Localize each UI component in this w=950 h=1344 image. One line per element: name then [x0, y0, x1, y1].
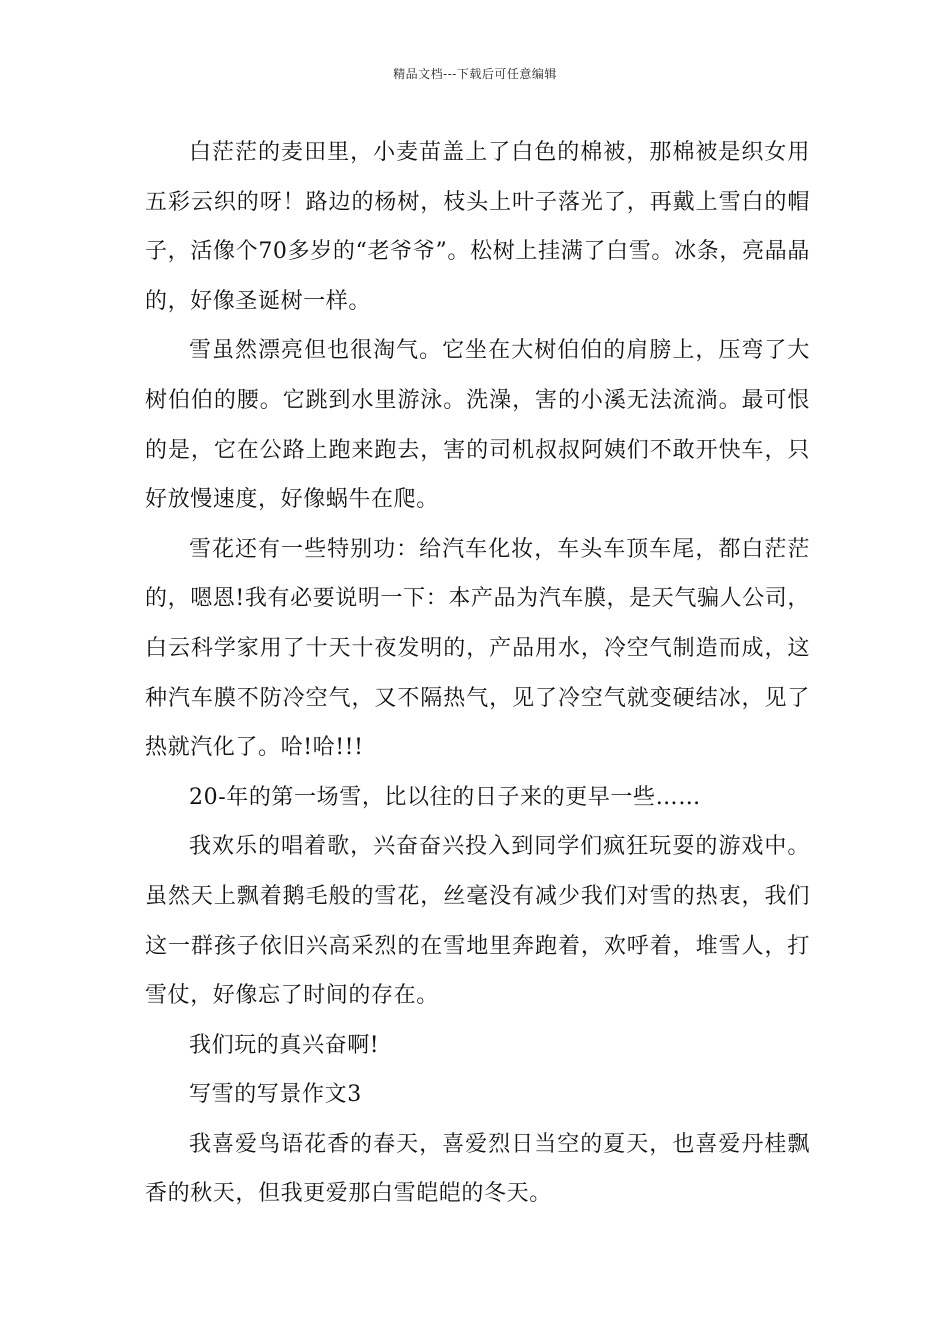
paragraph-naughty-snow: 雪虽然漂亮但也很淘气。它坐在大树伯伯的肩膀上，压弯了大树伯伯的腰。它跳到水里游泳。洗澡，害的小溪无法流淌。最可恨的是，它在公路上跑来跑去，害的司机叔叔阿姨们不敢开快车，只好放慢速度，好像蜗牛在爬。: [145, 338, 810, 513]
paragraph-wheat-field: 白茫茫的麦田里，小麦苗盖上了白色的棉被，那棉被是织女用五彩云织的呀！路边的杨树，枝头上叶子落光了，再戴上雪白的帽子，活像个70多岁的“老爷爷”。松树上挂满了白雪。冰条，亮晶晶的，好像圣诞树一样。: [145, 140, 810, 314]
section-title: 写雪的写景作文3: [189, 1082, 362, 1108]
paragraph-car-film: 雪花还有一些特别功：给汽车化妆，车头车顶车尾，都白茫茫的，嗯恩!我有必要说明一下：本产品为汽车膜，是天气骗人公司，白云科学家用了十天十夜发明的，产品用水，冷空气制造而成，这种汽车膜不防冷空气，又不隔热气，见了冷空气就变硬结冰，见了热就汽化了。哈!哈!!!: [145, 536, 810, 761]
paragraph-first-snow: 20-年的第一场雪，比以往的日子来的更早一些……: [189, 784, 701, 810]
paragraph-four-seasons: 我喜爱鸟语花香的春天，喜爱烈日当空的夏天，也喜爱丹桂飘香的秋天，但我更爱那白雪皑皑的冬天。: [145, 1131, 810, 1207]
document-body: [145, 128, 810, 1219]
page-header: 精品文档---下载后可任意编辑: [393, 67, 557, 81]
paragraph-excited: 我们玩的真兴奋啊!: [189, 1032, 380, 1058]
paragraph-playing-games: 我欢乐的唱着歌，兴奋奋兴投入到同学们疯狂玩耍的游戏中。虽然天上飘着鹅毛般的雪花，丝毫没有减少我们对雪的热衷，我们这一群孩子依旧兴高采烈的在雪地里奔跑着，欢呼着，堆雪人，打雪仗，好像忘了时间的存在。: [145, 834, 810, 1009]
